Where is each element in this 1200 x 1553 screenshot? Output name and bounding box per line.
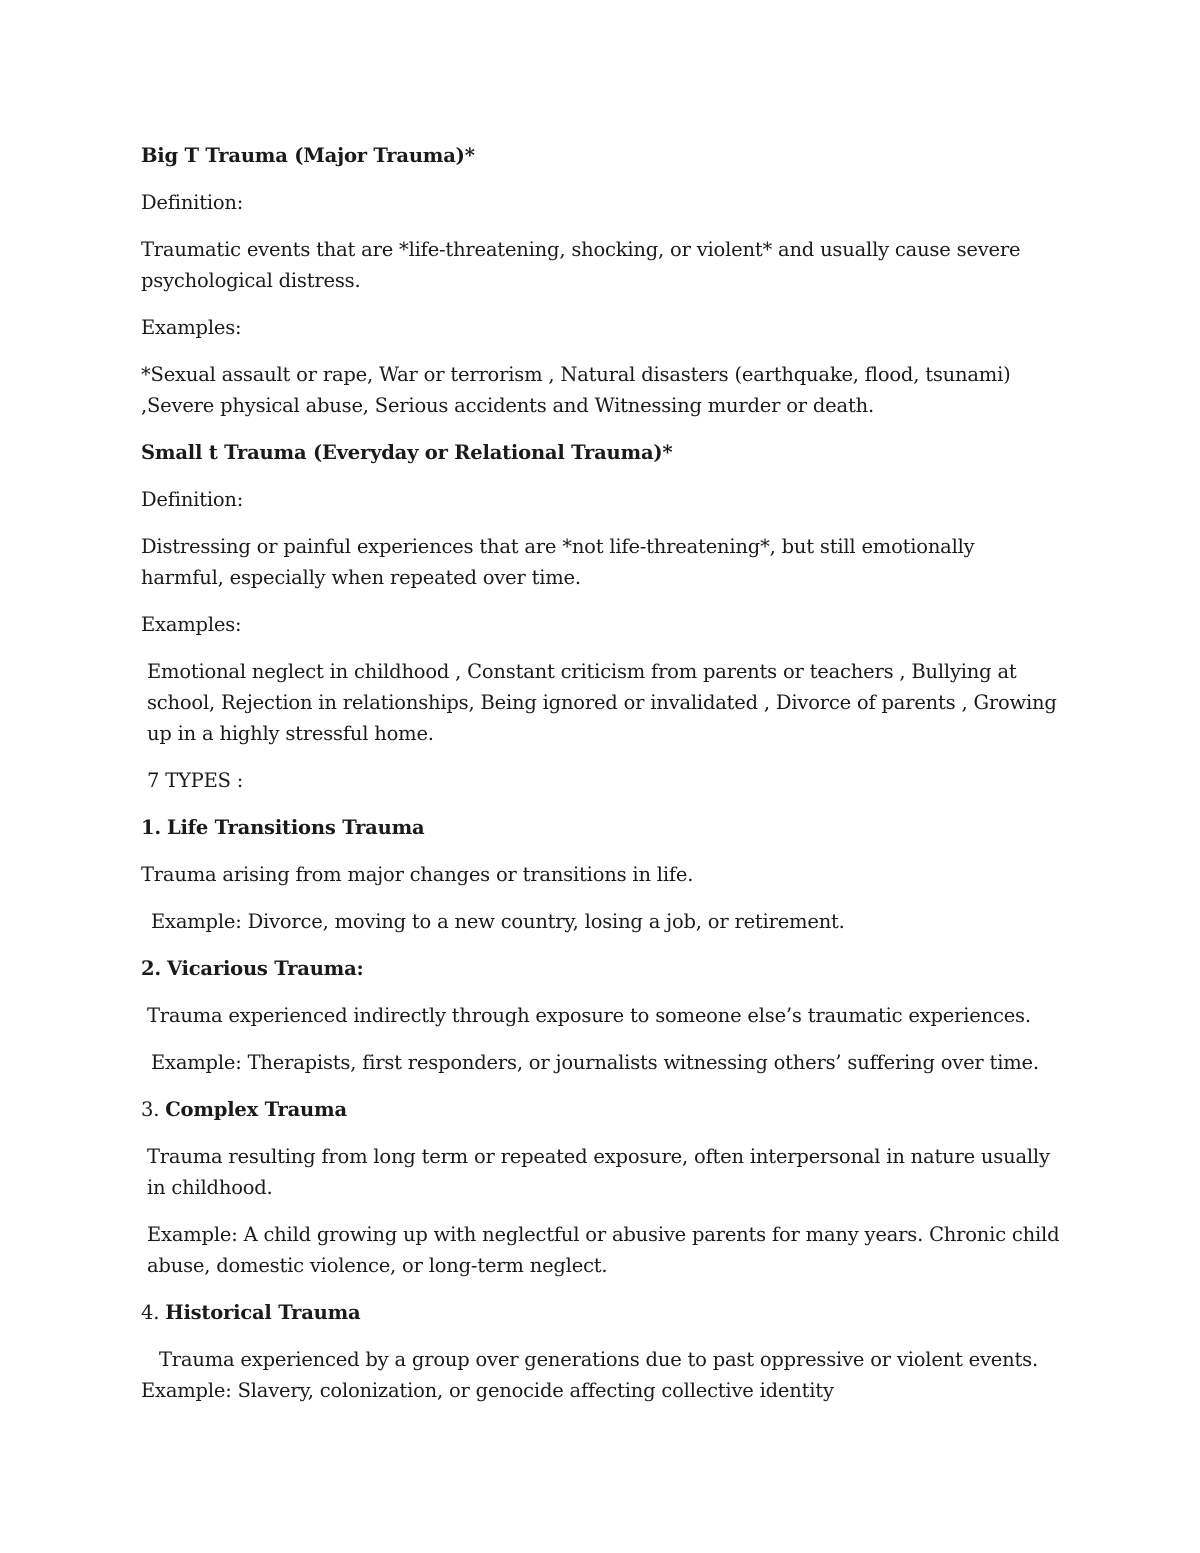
type-description: Trauma resulting from long term or repeated exposure, often interpersonal in nature usually in childhood. — [147, 1145, 1050, 1199]
type-title: Complex Trauma — [165, 1098, 347, 1121]
type-title: Vicarious Trauma: — [166, 957, 364, 980]
type-example: Example: Slavery, colonization, or genocide affecting collective identity — [141, 1379, 834, 1402]
type-title: Historical Trauma — [165, 1301, 361, 1324]
small-t-definition-label: Definition: — [141, 488, 244, 511]
big-t-examples-text: *Sexual assault or rape, War or terrorism , Natural disasters (earthquake, flood, tsunami) ,Severe physical abuse, Serious accidents and Witnessing murder or death. — [141, 363, 1011, 417]
type-number: 2. — [141, 957, 161, 980]
type-example: Example: Therapists, first responders, or journalists witnessing others’ suffering over time. — [151, 1051, 1039, 1074]
type-heading — [141, 1297, 1061, 1328]
small-t-definition-text: Distressing or painful experiences that are *not life-threatening*, but still emotionally harmful, especially when repeated over time. — [141, 535, 975, 589]
document-body — [141, 140, 1061, 1406]
type-number: 3. — [141, 1098, 160, 1121]
small-t-examples-text: Emotional neglect in childhood , Constant criticism from parents or teachers , Bullying at school, Rejection in relationships, Being ignored or invalidated , Divorce of parents , Growing up in a highly stressful home. — [147, 660, 1057, 745]
big-t-definition-label: Definition: — [141, 191, 244, 214]
type-heading — [141, 812, 1061, 843]
type-heading — [141, 1094, 1061, 1125]
type-description: Trauma experienced indirectly through exposure to someone else’s traumatic experiences. — [147, 1004, 1031, 1027]
big-t-examples-label: Examples: — [141, 316, 242, 339]
type-example: Example: A child growing up with neglectful or abusive parents for many years. Chronic child abuse, domestic violence, or long-term neglect. — [147, 1223, 1060, 1277]
type-description: Trauma experienced by a group over generations due to past oppressive or violent events. — [159, 1348, 1038, 1371]
types-label: 7 TYPES : — [147, 769, 244, 792]
small-t-heading: Small t Trauma (Everyday or Relational Trauma)* — [141, 441, 673, 464]
type-title: Life Transitions Trauma — [166, 816, 425, 839]
type-heading — [141, 953, 1061, 984]
type-description: Trauma arising from major changes or transitions in life. — [141, 863, 694, 886]
big-t-definition-text: Traumatic events that are *life-threatening, shocking, or violent* and usually cause severe psychological distress. — [141, 238, 1021, 292]
small-t-examples-label: Examples: — [141, 613, 242, 636]
big-t-heading: Big T Trauma (Major Trauma)* — [141, 144, 475, 167]
type-example: Example: Divorce, moving to a new country, losing a job, or retirement. — [151, 910, 845, 933]
type-number: 4. — [141, 1301, 160, 1324]
type-number: 1. — [141, 816, 161, 839]
